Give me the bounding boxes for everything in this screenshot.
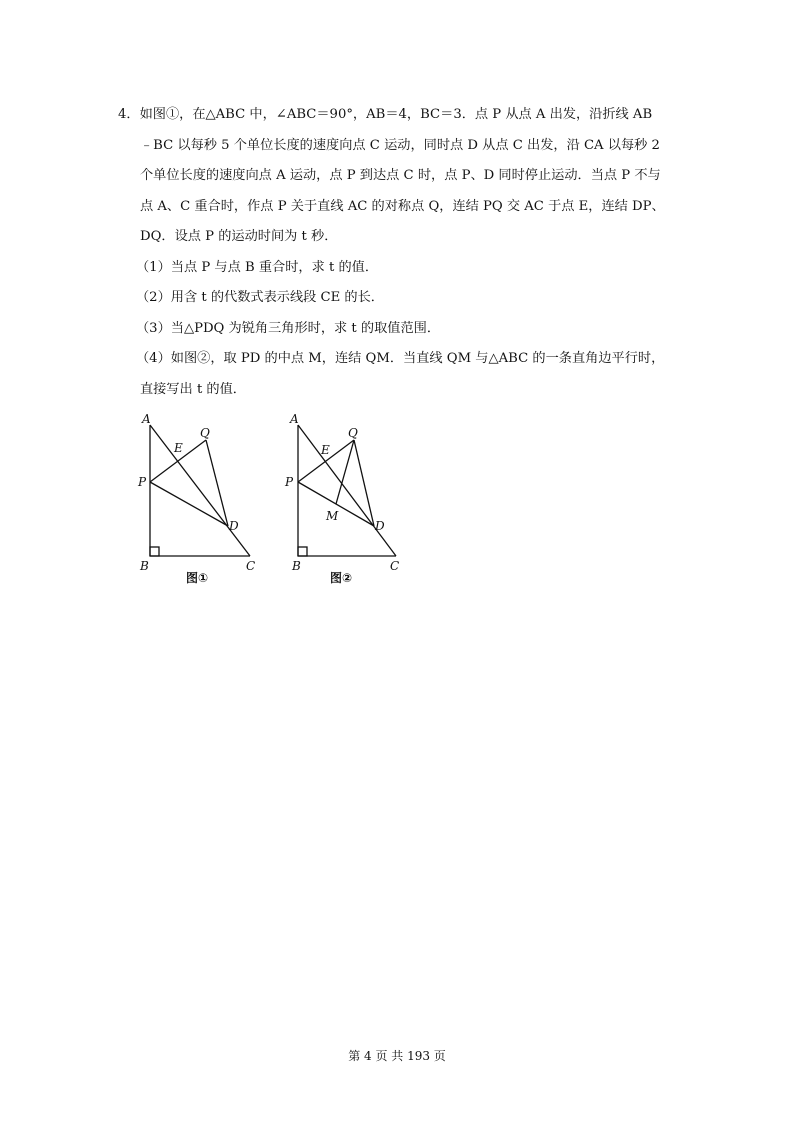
problem-line-5: DQ．设点 P 的运动时间为 t 秒． — [140, 229, 338, 244]
label-P: P — [285, 475, 294, 489]
right-angle-mark — [298, 547, 307, 556]
figure-1 — [136, 410, 266, 594]
figure-2-diagram — [284, 410, 414, 590]
problem-line-2: ﹣BC 以每秒 5 个单位长度的速度向点 C 运动，同时点 D 从点 C 出发，沿 CA 以每秒 2 — [140, 137, 660, 153]
label-E: E — [321, 443, 330, 457]
segment-QM — [336, 440, 354, 504]
label-P: P — [138, 475, 147, 489]
label-B: B — [140, 559, 149, 573]
label-A: A — [142, 412, 151, 426]
label-Q: Q — [200, 426, 210, 440]
figure-1-diagram — [136, 410, 266, 590]
question-1: （1）当点 P 与点 B 重合时，求 t 的值． — [136, 259, 379, 275]
question-2: （2）用含 t 的代数式表示线段 CE 的长． — [136, 290, 384, 305]
problem-line-4: 点 A、C 重合时，作点 P 关于直线 AC 的对称点 Q，连结 PQ 交 AC 于点 E，连结 DP、 — [140, 198, 665, 214]
label-D: D — [375, 519, 385, 533]
problem-line-text: 如图①，在△ABC 中，∠ABC＝90°，AB＝4，BC＝3．点 P 从点 A 出发，沿折线 AB — [139, 107, 653, 122]
label-B: B — [292, 559, 301, 573]
label-C: C — [246, 559, 256, 573]
label-M: M — [326, 509, 339, 523]
segment-PD — [150, 482, 228, 526]
label-C: C — [390, 559, 400, 573]
problem-line-3: 个单位长度的速度向点 A 运动，点 P 到达点 C 时，点 P、D 同时停止运动．当点 P 不与 — [140, 168, 661, 183]
problem-line-1 — [118, 100, 694, 131]
figure-1-caption: 图① — [186, 571, 209, 585]
figure-2-caption: 图② — [330, 571, 353, 585]
page-footer: 第 4 页 共 193 页 — [348, 1049, 446, 1063]
right-angle-mark — [150, 547, 159, 556]
question-3: （3）当△PDQ 为锐角三角形时，求 t 的取值范围． — [136, 320, 441, 336]
question-4: （4）如图②，取 PD 的中点 M，连结 QM．当直线 QM 与△ABC 的一条直角边平行时， — [136, 351, 665, 366]
figure-2 — [284, 410, 414, 594]
question-4-continued: 直接写出 t 的值． — [140, 381, 246, 397]
label-D: D — [229, 519, 239, 533]
label-A: A — [290, 412, 299, 426]
problem-number: 4． — [118, 107, 140, 122]
label-Q: Q — [348, 426, 358, 440]
problem-text — [118, 100, 694, 405]
label-E: E — [174, 441, 183, 455]
